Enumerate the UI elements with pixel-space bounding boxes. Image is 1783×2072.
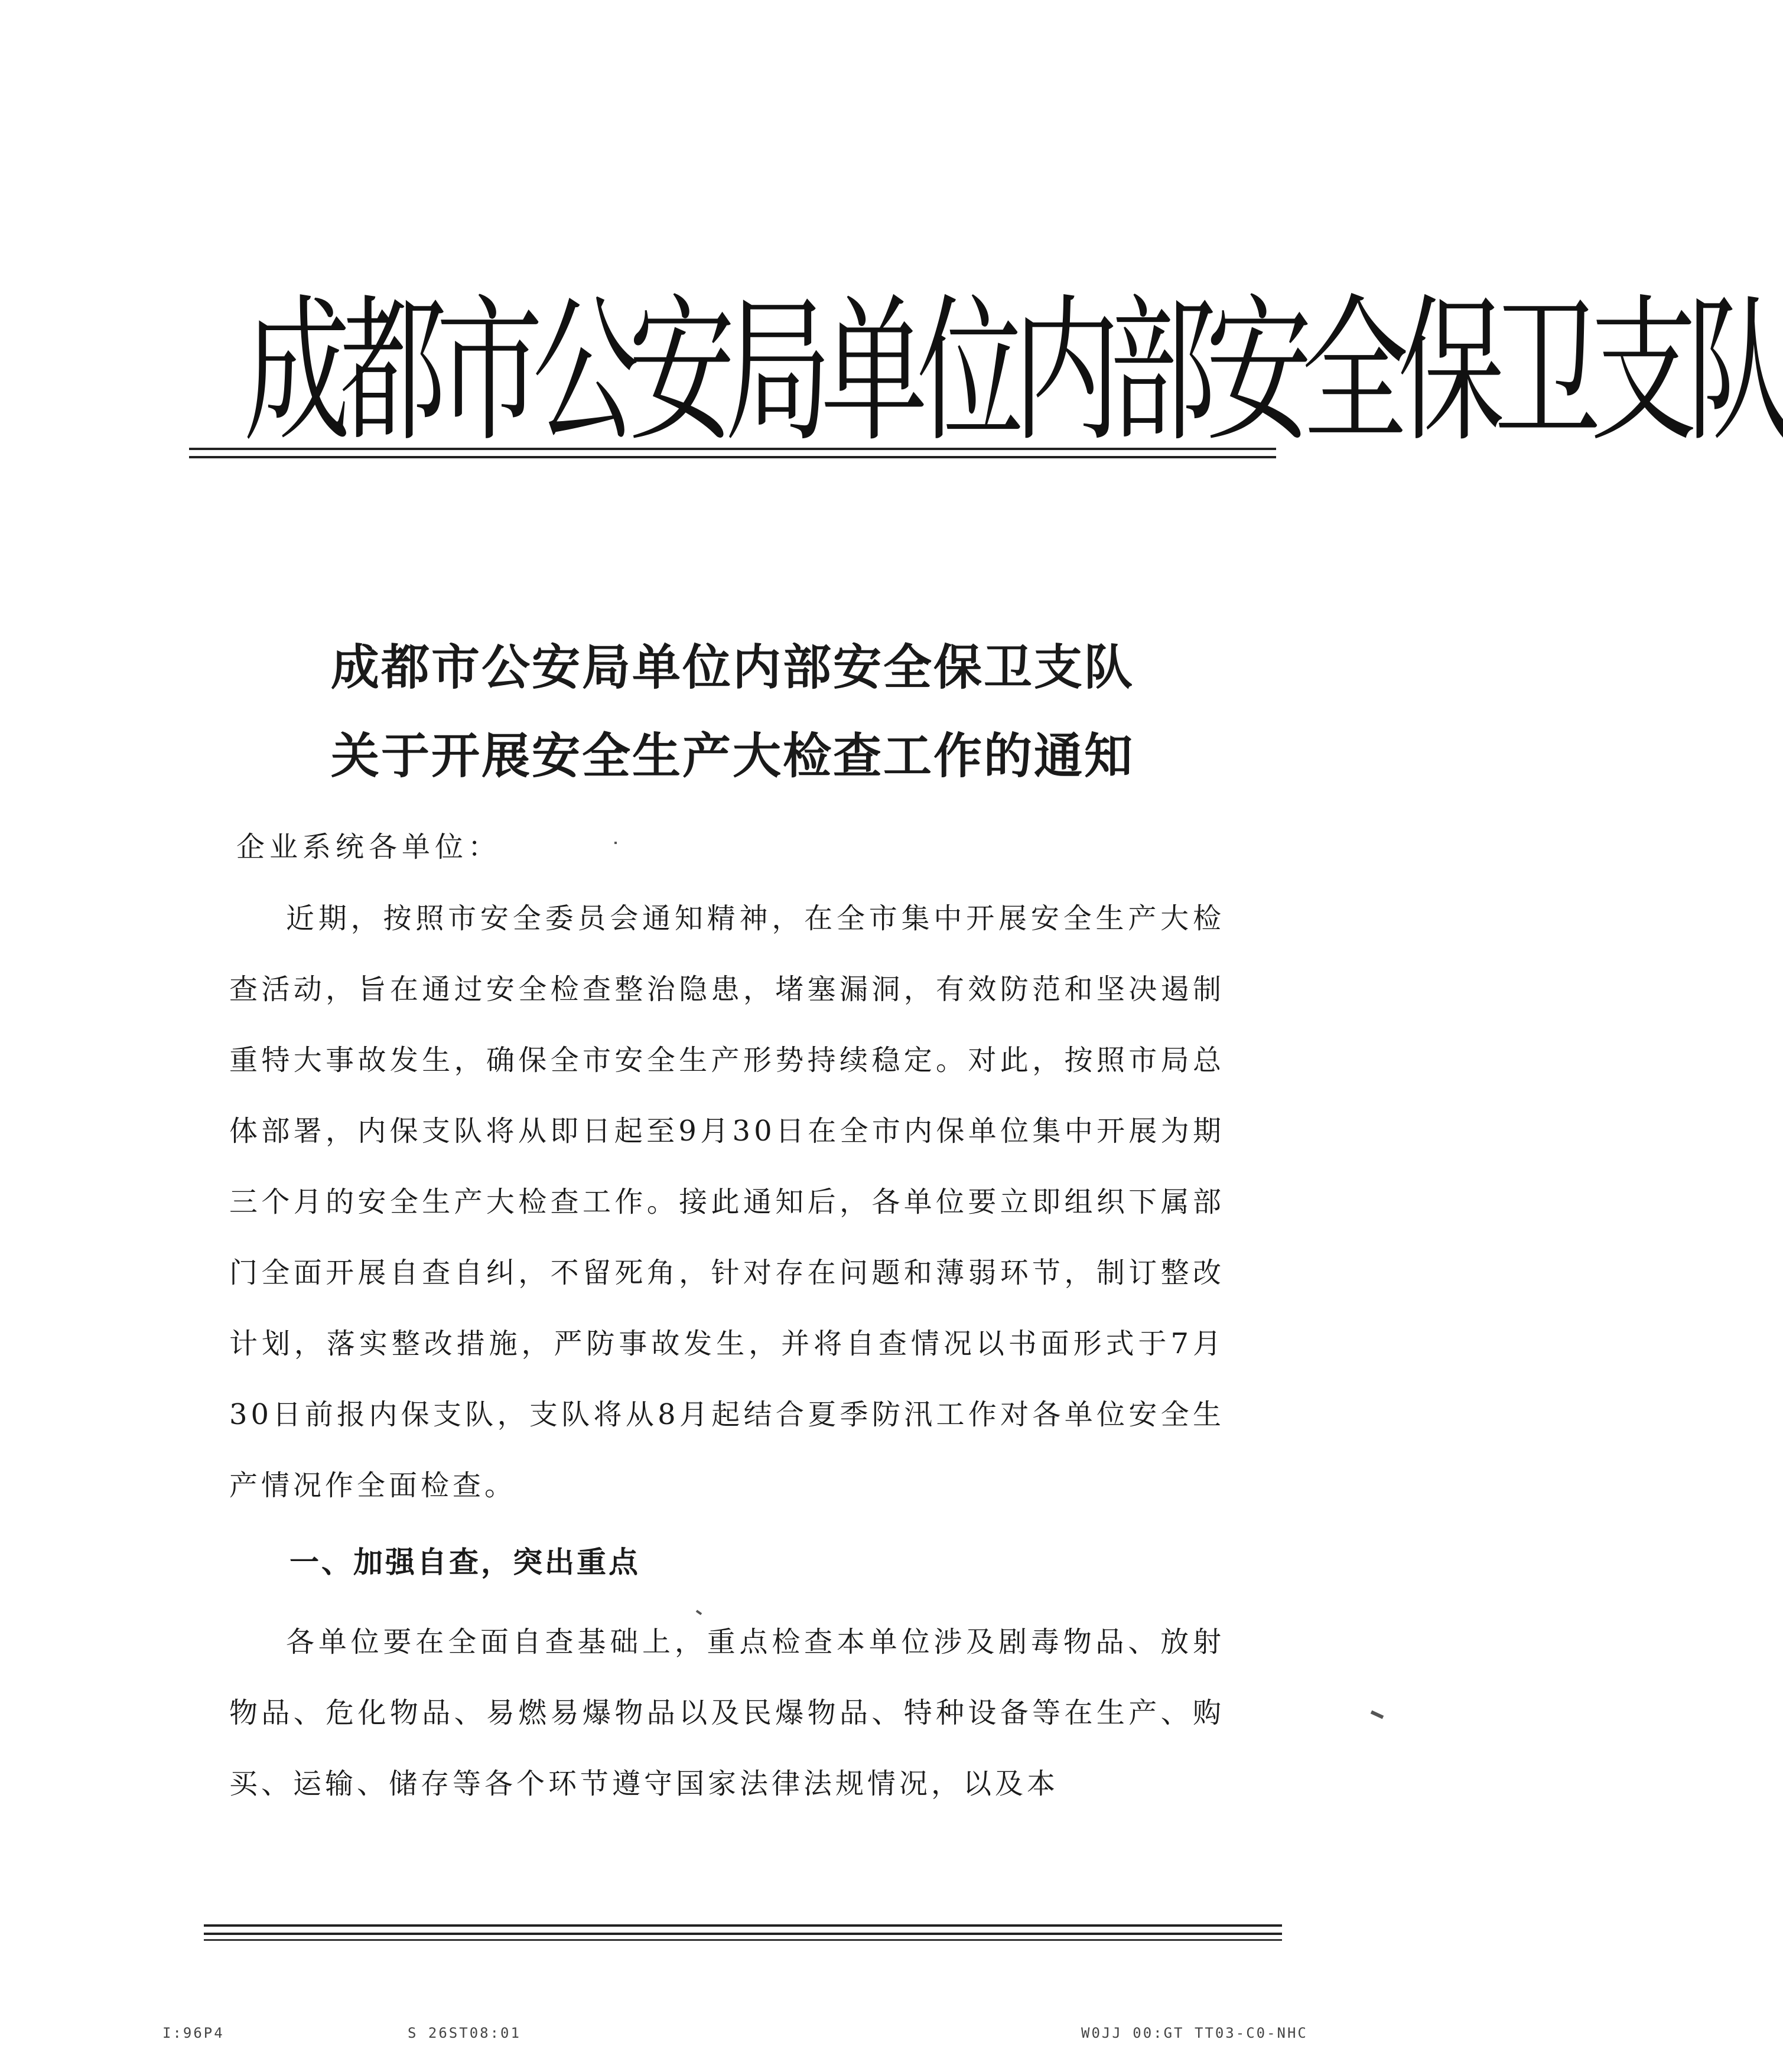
scan-speck: [1371, 1711, 1384, 1719]
scan-speck: [614, 842, 617, 844]
fax-header-right: W0JJ 00:GT TT03-C0-NHC: [1081, 2025, 1308, 2041]
fax-header-left: I:96P4: [162, 2025, 224, 2041]
letterhead-org-name: 成都市公安局单位内部安全保卫支队: [243, 281, 1783, 464]
footer-divider: [204, 1924, 1282, 1935]
letterhead-divider: [189, 448, 1276, 458]
footer-divider-thin: [204, 1939, 1282, 1941]
notice-title-line-1: 成都市公安局单位内部安全保卫支队: [330, 640, 1134, 696]
salutation: 企业系统各单位：: [236, 830, 502, 864]
body-paragraph-2: 各单位要在全面自查基础上，重点检查本单位涉及剧毒物品、放射物品、危化物品、易燃易爆物品以及民爆物品、特种设备等在生产、购买、运输、储存等各个环节遵守国家法律法规情况，以及本: [229, 1625, 1225, 1800]
notice-title-line-2: 关于开展安全生产大检查工作的通知: [330, 728, 1134, 784]
section-heading-1: 一、加强自查，突出重点: [289, 1545, 640, 1579]
body-paragraph-1: 近期，按照市安全委员会通知精神，在全市集中开展安全生产大检查活动，旨在通过安全检查整治隐患，堵塞漏洞，有效防范和坚决遏制重特大事故发生，确保全市安全生产形势持续稳定。对此，按照市局总体部署，内保支队将从即日起至9月30日在全市内保单位集中开展为期三个月的安全生产大检查工作。接此通知后，各单位要立即组织下属部门全面开展自查自纠，不留死角，针对存在问题和薄弱环节，制订整改计划，落实整改措施，严防事故发生，并将自查情况以书面形式于7月30日前报内保支队，支队将从8月起结合夏季防汛工作对各单位安全生产情况作全面检查。: [229, 902, 1225, 1502]
fax-header-mid: S 26ST08:01: [408, 2025, 521, 2041]
